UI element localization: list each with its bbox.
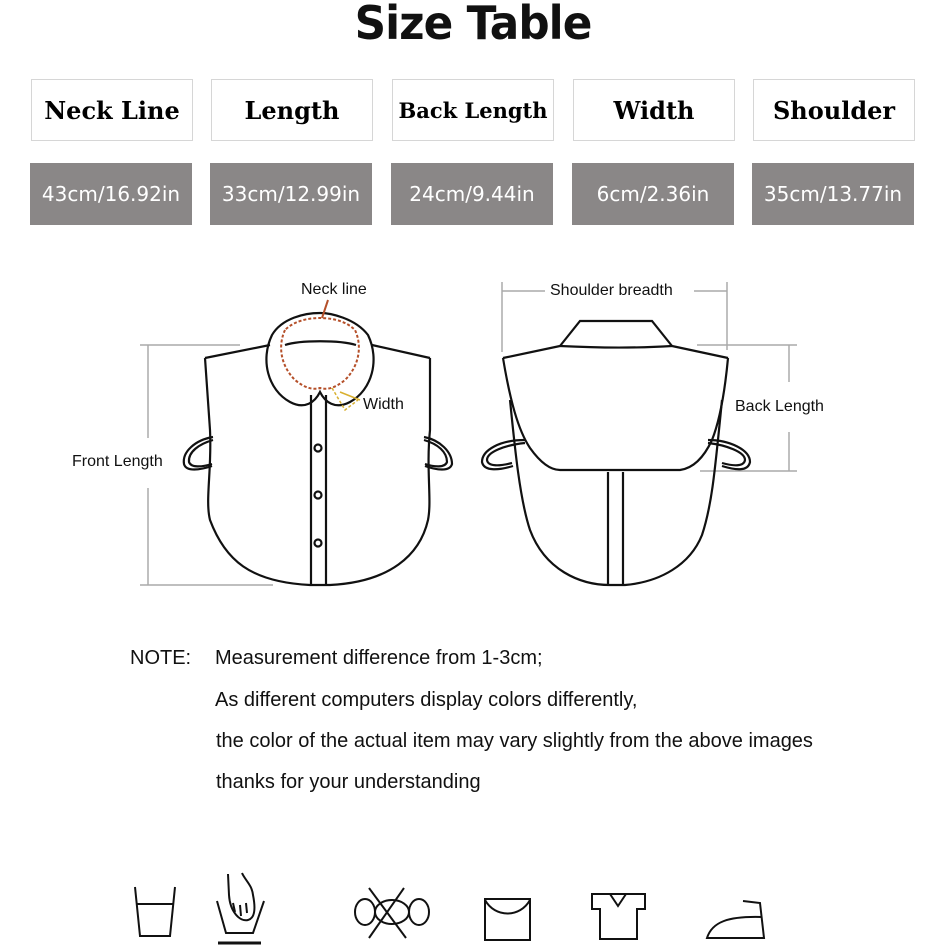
header-back-length: Back Length xyxy=(392,79,554,141)
value-shoulder: 35cm/13.77in xyxy=(752,163,914,225)
dry-icon xyxy=(485,899,530,940)
value-width: 6cm/2.36in xyxy=(572,163,734,225)
hang-dry-icon xyxy=(592,894,645,939)
value-neck-line: 43cm/16.92in xyxy=(30,163,192,225)
no-wring-icon xyxy=(355,888,429,938)
back-collar-icon xyxy=(482,321,750,585)
front-collar-icon xyxy=(184,313,452,585)
neck-line-arrow-icon xyxy=(322,300,328,318)
value-length: 33cm/12.99in xyxy=(210,163,372,225)
neck-line-label: Neck line xyxy=(301,281,367,298)
header-neck-line: Neck Line xyxy=(31,79,193,141)
front-length-label: Front Length xyxy=(72,453,163,470)
note-line-1: Measurement difference from 1-3cm; xyxy=(215,647,543,669)
note-line-4: thanks for your understanding xyxy=(216,771,481,793)
note-line-2: As different computers display colors differently, xyxy=(215,689,638,711)
back-length-label: Back Length xyxy=(735,398,824,415)
wash-icon xyxy=(135,887,175,936)
value-back-length: 24cm/9.44in xyxy=(391,163,553,225)
iron-icon xyxy=(707,901,764,938)
page-title: Size Table xyxy=(354,0,592,50)
width-label: Width xyxy=(363,396,404,413)
header-width: Width xyxy=(573,79,735,141)
hand-wash-icon xyxy=(217,873,264,943)
shoulder-breadth-label: Shoulder breadth xyxy=(550,282,673,299)
neck-line-accent xyxy=(281,318,359,389)
header-shoulder: Shoulder xyxy=(753,79,915,141)
note-line-3: the color of the actual item may vary slightly from the above images xyxy=(216,730,813,752)
header-length: Length xyxy=(211,79,373,141)
note-label: NOTE: xyxy=(130,647,192,669)
